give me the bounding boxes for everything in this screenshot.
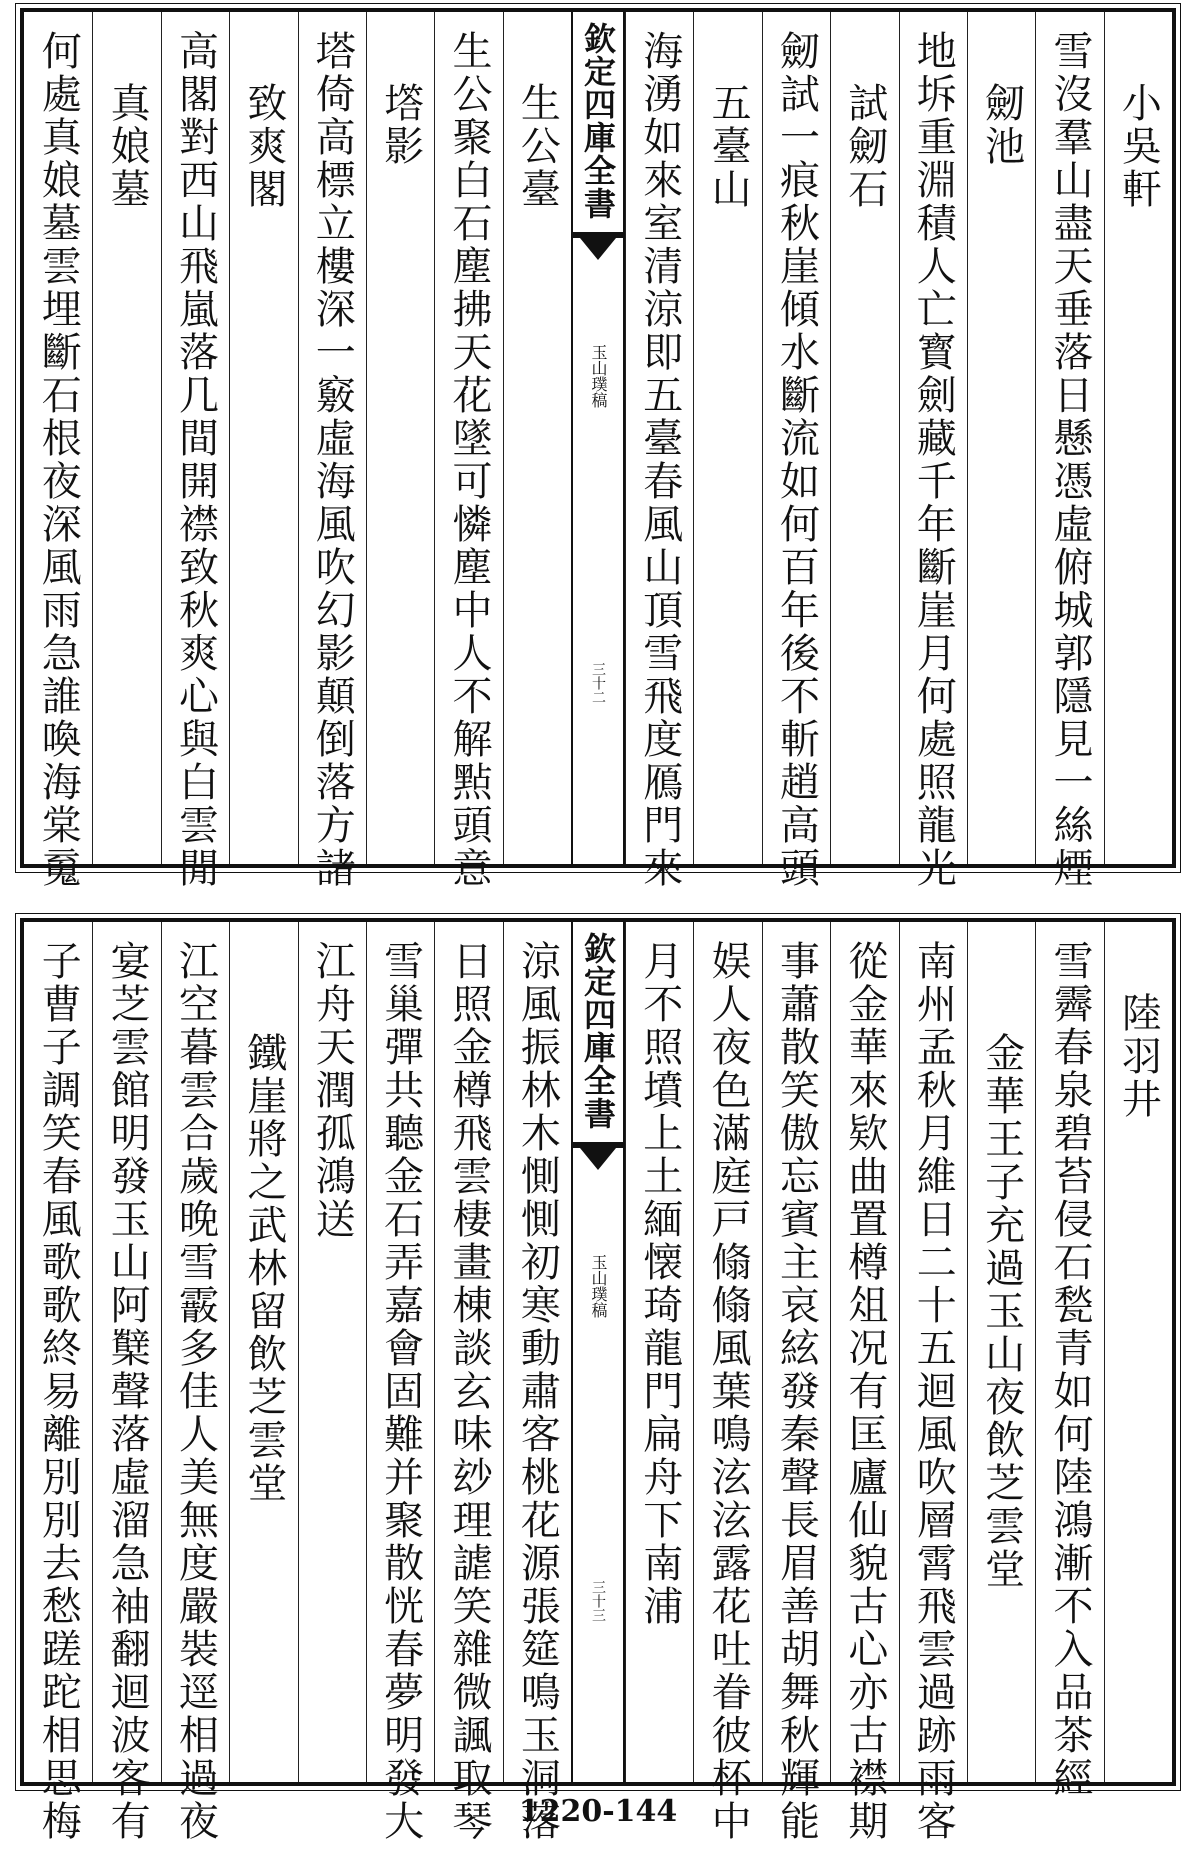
- text-column: [92, 12, 160, 864]
- poem-line: 南州孟秋月維日二十五迴風吹層霄飛雲過跡雨客: [910, 940, 957, 1843]
- page-footer-number: 1220-144: [518, 1794, 678, 1829]
- text-column: [229, 922, 297, 1782]
- text-column: [762, 922, 830, 1843]
- text-column: [92, 922, 160, 1843]
- poem-line: 涼風振林木惻惻初寒動肅客桃花源張筵鳴玉洞落: [514, 940, 561, 1843]
- poem-line: 高閣對西山飛嵐落几間開襟致秋爽心與白雲閒: [172, 30, 219, 890]
- text-column: [693, 922, 761, 1843]
- text-column: [967, 12, 1035, 864]
- text-column: [899, 12, 967, 890]
- collection-title: 欽定四庫全書: [579, 932, 617, 1130]
- poem-title: 小吳軒: [1115, 82, 1162, 211]
- poem-title: 劒池: [978, 82, 1025, 168]
- center-spine: [571, 922, 625, 1782]
- fish-tail-mark-icon: [573, 1142, 623, 1176]
- text-column: [366, 12, 434, 864]
- poem-title: 試劒石: [841, 82, 888, 211]
- text-column: [830, 922, 898, 1843]
- poem-title: 金華王子充過玉山夜飲芝雲堂: [978, 1032, 1025, 1591]
- text-column: [830, 12, 898, 864]
- poem-title: 五臺山: [705, 82, 752, 211]
- poem-line: 海湧如來室清涼即五臺春風山頂雪飛度鴈門來: [636, 30, 683, 890]
- text-column: [1035, 12, 1103, 890]
- text-column: [967, 922, 1035, 1782]
- poem-line: 江舟天潤孤鴻送: [309, 940, 356, 1241]
- leaf-number: 三十三: [590, 1580, 606, 1622]
- poem-line: 雪沒羣山盡天垂落日懸憑虛俯城郭隱見一絲煙: [1046, 30, 1093, 890]
- poem-line: 雪巢彈共聽金石弄嘉會固難并聚散恍春夢明發大: [377, 940, 424, 1843]
- leaf-number: 三十二: [590, 662, 606, 704]
- poem-line: 劒試一痕秋崖傾水斷流如何百年後不斬趙高頭: [773, 30, 820, 890]
- text-column: [899, 922, 967, 1843]
- text-column: [434, 12, 502, 890]
- poem-line: 雪霽春泉碧苔侵石甃青如何陸鴻漸不入品茶經: [1046, 940, 1093, 1800]
- poem-title: 陸羽井: [1115, 992, 1162, 1121]
- text-column: [762, 12, 830, 890]
- text-column: [24, 922, 92, 1843]
- text-column: [693, 12, 761, 864]
- poem-line: 事蕭散笑傲忘賓主哀絃發秦聲長眉善胡舞秋輝能: [773, 940, 820, 1843]
- poem-line: 塔倚高標立樓深一竅虛海風吹幻影顛倒落方諸: [309, 30, 356, 890]
- poem-title: 生公臺: [514, 82, 561, 211]
- text-column: [625, 12, 693, 890]
- fish-tail-mark-icon: [573, 232, 623, 266]
- text-column: [24, 12, 92, 890]
- top-page-frame: [20, 8, 1176, 890]
- poem-title: 真娘墓: [104, 82, 151, 211]
- poem-line: 江空暮雲合歲晚雪霰多佳人美無度嚴裝逕相過夜: [172, 940, 219, 1843]
- poem-line: 日照金樽飛雲棲畫棟談玄味玅理謔笑雜微諷取琴: [445, 940, 492, 1843]
- center-spine: [571, 12, 625, 864]
- poem-line: 宴芝雲館明發玉山阿櫱聲落虛溜急袖翻迴波客有: [104, 940, 151, 1843]
- book-title: 玉山璞稿: [589, 1254, 608, 1318]
- text-column: [161, 12, 229, 890]
- poem-title: 致爽閣: [240, 82, 287, 211]
- text-column: [229, 12, 297, 864]
- text-column: [366, 922, 434, 1843]
- collection-title: 欽定四庫全書: [579, 22, 617, 220]
- text-column: [1104, 12, 1172, 864]
- poem-title: 㙮影: [377, 82, 424, 168]
- text-column: [298, 922, 366, 1782]
- text-column: [503, 922, 571, 1843]
- poem-line: 從金華來欵曲置樽俎况有匡廬仙貌古心亦古襟期: [841, 940, 888, 1843]
- text-column: [1035, 922, 1103, 1800]
- text-column: [503, 12, 571, 864]
- poem-line: 何處真娘墓雲埋斷石根夜深風雨急誰喚海棠䰟: [35, 30, 82, 890]
- poem-line: 月不照墳上土緬懐琦龍門扁舟下南浦: [636, 940, 683, 1628]
- text-column: [434, 922, 502, 1843]
- poem-line: 娱人夜色滿庭戸翛翛風葉鳴泫泫露花吐眷彼杯中: [705, 940, 752, 1843]
- book-title: 玉山璞稿: [589, 344, 608, 408]
- poem-line: 地坼重淵積人亡寳劍藏千年斷崖月何處照龍光: [910, 30, 957, 890]
- poem-line: 子曹子調笑春風歌歌終易離別別去愁蹉跎相思梅: [35, 940, 82, 1843]
- text-column: [1104, 922, 1172, 1782]
- text-column: [298, 12, 366, 890]
- poem-line: 生公聚白石塵拂天花墜可憐塵中人不解㸃頭意: [445, 30, 492, 890]
- text-column: [161, 922, 229, 1843]
- text-column: [625, 922, 693, 1782]
- poem-title: 鐵崖將之武林留飲芝雲堂: [240, 1032, 287, 1505]
